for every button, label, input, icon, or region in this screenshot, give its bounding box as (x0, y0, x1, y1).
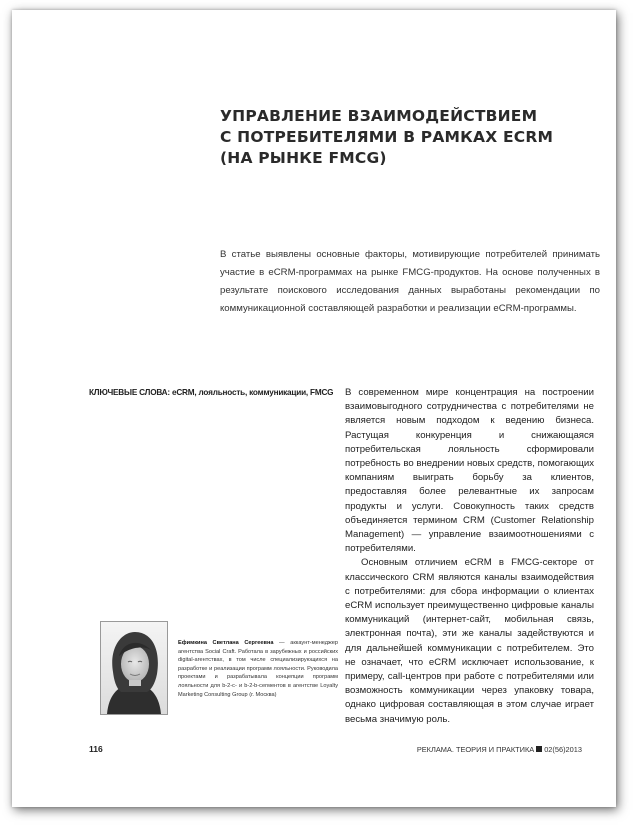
author-name: Ефимкина Светлана Сергеевна (178, 640, 274, 646)
author-photo (100, 621, 168, 715)
title-line: С ПОТРЕБИТЕЛЯМИ В РАМКАХ ECRM (220, 128, 554, 146)
journal-issue: 02(56)2013 (544, 745, 582, 754)
author-bio (178, 639, 338, 699)
footer-journal (417, 745, 582, 754)
article-abstract: В статье выявлены основные факторы, мотивирующие потребителей принимать участие в eCRM-программах на рынке FMCG-продуктов. На основе полученных в результате поискового исследования данных выработаны рекомендации по коммуникационной составляющей разработки и реализации eCRM-программы. (220, 249, 600, 314)
keywords: КЛЮЧЕВЫЕ СЛОВА: eCRM, лояльность, коммуникации, FMCG (89, 388, 334, 397)
article-title (220, 106, 553, 169)
square-bullet-icon (536, 746, 542, 752)
article-body (345, 386, 594, 727)
journal-page (12, 10, 616, 807)
body-paragraph: Основным отличием eCRM в FMCG-секторе от классического CRM являются каналы взаимодействия с потребителями: для сбора информации о клиентах eCRM использует преимущественно цифровые каналы коммуникаций (интернет-сайт, мобильная связь, электронная почта), эти же каналы задействуются и для дальнейшей коммуникации с потребителем. Это не означает, что eCRM исключает использование, к примеру, call-центров при работе с потребителями или возможность коммуникации через упаковку товара, однако цифровая составляющая в этом случае играет весьма значимую роль. (345, 557, 594, 725)
body-paragraph: В современном мире концентрация на построении взаимовыгодного сотрудничества с потребителями не является новым подходом к ведению бизнеса. Растущая конкуренция и снижающаяся потребительская лояльность сформировали потребность во внедрении новых средств, помогающих компаниям выиграть борьбу за клиентов, предоставляя более релевантные их запросам продукты и услуги. Совокупность таких средств объединяется термином CRM (Customer Relationship Management) — управление взаимоотношениями с потребителями. (345, 387, 594, 555)
title-line: УПРАВЛЕНИЕ ВЗАИМОДЕЙСТВИЕМ (220, 107, 538, 125)
title-line: (НА РЫНКЕ FMCG) (220, 149, 387, 167)
page-number: 116 (89, 744, 103, 754)
journal-name: РЕКЛАМА. ТЕОРИЯ И ПРАКТИКА (416, 745, 535, 754)
author-portrait-icon (101, 622, 167, 714)
author-bio-text: — аккаунт-менеджер агентства Social Craft. Работала в зарубежных и российских digital-агентствах, в том числе специализирующихся на разработке и реализации программ лояльности. Руководила проектами и разрабатывала концепции программ лояльности для b-2-c- и b-2-b-сегментов в агентстве Loyalty Marketing Consulting Group (г. Москва) (178, 640, 338, 698)
